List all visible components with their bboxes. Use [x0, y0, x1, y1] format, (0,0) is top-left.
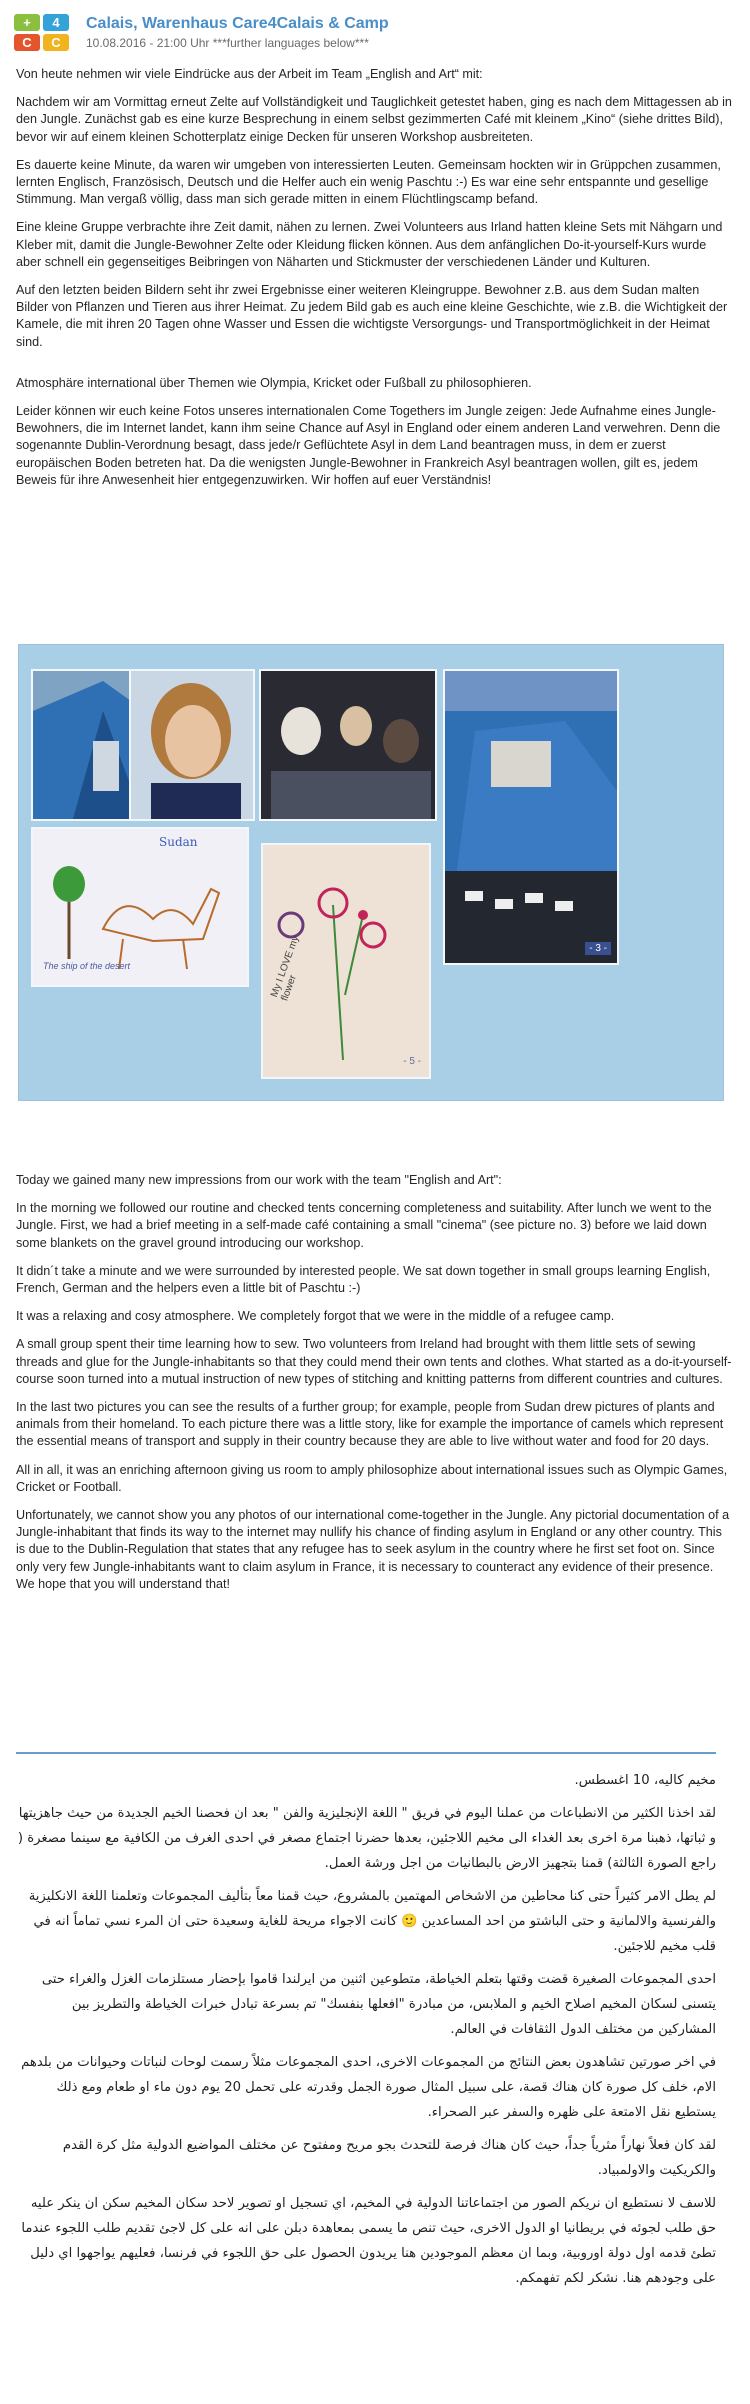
post-title[interactable]: Calais, Warenhaus Care4Calais & Camp — [86, 15, 389, 32]
post-header — [14, 14, 736, 54]
photo-portrait[interactable] — [129, 669, 255, 821]
german-section — [16, 66, 734, 500]
german-paragraph: Auf den letzten beiden Bildern seht ihr zwei Ergebnisse einer weiteren Kleingruppe. Bewohner z.B. aus dem Sudan malten Bilder von Pflanzen und Tieren aus ihrer Heimat. Zu jedem Bild gab es auch eine kleine Geschichte, wie z.B. die Wichtigkeit der Kamele, die mit ihren 20 Tagen ohne Wasser und Essen die wichtigste Versorgungs- und Transportmöglichkeit in der Heimat sind. — [16, 283, 728, 349]
photo-group[interactable] — [259, 669, 437, 821]
german-paragraph: Leider können wir euch keine Fotos unseres internationalen Come Togethers im Jungle zeigen: Jede Aufnahme eines Jungle-Bewohners, die im Internet landet, kann ihm seine Chance auf Asyl in England oder einem anderen Land verwehren. Denn die sogenannte Dublin-Verordnung besagt, dass jede/r Geflüchtete Asyl in dem Land beantragen muss, in dem er zuerst europäischen Boden betreten hat. Da die wenigsten Jungle-Bewohner in Frankreich Asyl beantragen wollen, gilt es, jedem Beweis für ihre Anwesenheit hier entgegenzuwirken. Wir hoffen auf euer Verständnis! — [16, 404, 721, 487]
photo-camel-drawing[interactable] — [31, 827, 249, 987]
german-paragraph: Atmosphäre international über Themen wie Olympia, Kricket oder Fußball zu philosophieren. — [16, 375, 532, 390]
photo-collage[interactable] — [18, 644, 724, 1101]
camel-caption: The ship of the desert — [43, 961, 131, 971]
german-intro: Von heute nehmen wir viele Eindrücke aus der Arbeit im Team „English and Art“ mit: — [16, 67, 483, 81]
german-paragraph: Es dauerte keine Minute, da waren wir umgeben von interessierten Leuten. Gemeinsam hockten wir in Grüppchen zusammen, lernten Englisch, Französisch, Deutsch und die Helfer auch ein wenig Paschtu :-) Es war eine sehr entspannte und gesellige Stimmung. Man vergaß völlig, dass man sich gerade mitten in einem Flüchtlingscamp befand. — [16, 157, 721, 207]
drawing-label-sudan: Sudan — [159, 835, 198, 849]
logo-cell-green — [14, 14, 40, 31]
arabic-paragraph: لقد اخذنا الكثير من الانطباعات من عملنا اليوم في فريق " اللغة الإنجليزية والفن " بعد ان فحصنا الخيم الجديدة من حيث جاهزيتها و ثباتها، ذهبنا مرة اخرى بعد الغداء الى مخيم اللاجئين، بعدها حضرنا اجتماع مصغر في احدى الغرف من الكافية مع سينما مصغرة ( راجع الصورة الثالثة) قمنا بتجهيز الارض بالبطانيات من اجل ورشة العمل. — [17, 1806, 716, 1871]
logo-cell-text: C — [22, 35, 32, 50]
arabic-paragraph: لم يطل الامر كثيراً حتى كنا محاطين من الاشخاص المهتمين بالمشروع، حيث قمنا معاً بتأليف المجموعات وتعلمنا اللغة الانكليزية والفرنسية والالمانية و حتى الباشتو من احد المساعدين 🙂 كانت الاجواء مريحة للغاية وسعيدة حتى ان المرء نسي تماماً انه في قلب مخيم للاجئين. — [28, 1889, 716, 1954]
photo-badge-5: - 5 - — [403, 1056, 421, 1067]
logo-cell-text: C — [51, 35, 61, 50]
german-paragraph: Nachdem wir am Vormittag erneut Zelte auf Vollständigkeit und Tauglichkeit getestet haben, ging es nach dem Mittagessen ab in den Jungle. Zunächst gab es eine kurze Besprechung in einem selbst gezimmerten Café mit kleinem „Kino“ (siehe drittes Bild), bevor wir auf einem kleinen Schotterplatz einige Decken für unseren Workshop ausbreiteten. — [16, 95, 732, 144]
arabic-paragraph: احدى المجموعات الصغيرة قضت وقتها بتعلم الخياطة، متطوعين اثنين من ايرلندا قاموا بإحضار مستلزمات الغزل والغراء حتى يتسنى لسكان المخيم اصلاح الخيم و الملابس، من مبادرة "افعلها بنفسك" تم بسرعة تبادل خبرات الخياطة والتطريز بين المشاركين من مختلف الدول الثقافات في العالم. — [41, 1972, 716, 2037]
arabic-paragraph: للاسف لا نستطيع ان نريكم الصور من اجتماعاتنا الدولية في المخيم، اي تسجيل او تصوير لاحد سكان المخيم سكن ان ينكر عليه حق طلب لجوئه في بريطانيا او الدول الاخرى، حيث تنص ما يسمى بمعاهدة دبلن على انه على كل لاجئ تقديم طلب اللجوء عندما تطئ قدمه اول دولة اوروبية، وبما ان معظم الموجودين هنا يريدون الحصول على حق اللجوء في فرنسا، فعليهم يواجهوا اي دليل على وجودهم هنا. نشكر لكم تفهمكم. — [21, 2196, 716, 2286]
english-section — [16, 1172, 734, 1604]
care4calais-logo — [14, 14, 72, 54]
photo-flower-drawing[interactable] — [261, 843, 431, 1079]
english-paragraph: Today we gained many new impressions from our work with the team "English and Art": — [16, 1173, 502, 1187]
portrait-image — [131, 671, 253, 819]
logo-cell-blue — [43, 14, 69, 31]
logo-cell-text: + — [23, 15, 31, 30]
section-divider — [16, 1752, 716, 1754]
german-paragraph: Eine kleine Gruppe verbrachte ihre Zeit damit, nähen zu lernen. Zwei Volunteers aus Irland hatten kleine Sets mit Nähgarn und Kleber mit, damit die Jungle-Bewohner Zelte oder Kleidung flicken können. Aus dem anfänglichen Do-it-yourself-Kurs wurde aber schnell ein gegenseitiges Beibringen von Näharten und Stickmuster der verschiedenen Länder und Kulturen. — [16, 220, 723, 269]
arabic-paragraph: لقد كان فعلاً نهاراً مثرياً جداً، حيث كان هناك فرصة للتحدث بجو مريح ومفتوح عن مختلف المواضيع الدولية مثل كرة القدم والكريكيت والاولمبياد. — [62, 2138, 716, 2178]
arabic-section — [16, 1768, 716, 2299]
group-image — [261, 671, 435, 819]
photo-badge-3: - 3 - — [585, 942, 611, 955]
logo-cell-text: 4 — [52, 15, 60, 30]
photo-cinema[interactable] — [443, 669, 619, 965]
arabic-paragraph: مخيم كاليه، 10 اغسطس. — [574, 1773, 716, 1788]
cinema-image — [445, 671, 617, 963]
arabic-paragraph: في اخر صورتين تشاهدون بعض النتائج من المجموعات الاخرى، احدى المجموعات مثلاً رسمت لوحات لنباتات وحيوانات من بلدهم الام، خلف كل صورة كان هناك قصة، على سبيل المثال صورة الجمل وقدرته على تحمل 20 يوم دون ماء او طعام ومع ذلك يستطيع نقل الامتعة على ظهره والسفر عبر الصحراء. — [21, 2055, 716, 2120]
logo-cell-red — [14, 34, 40, 51]
english-paragraph: Unfortunately, we cannot show you any photos of our international come-together in the Jungle. Any pictorial documentation of a Jungle-inhabitant that finds its way to the internet may nullify his chance of finding asylum in England or any other country. This is due to the Dublin-Regulation that states that any refugee has to seek asylum in the country where he first set foot on. Since only very few Jungle-inhabitants want to claim asylum in France, it is necessary to counteract any evidence of their presence. We hope that you will understand that! — [16, 1508, 730, 1591]
flower-caption: My I LOVE my flower — [269, 934, 302, 1003]
english-paragraph: It didn´t take a minute and we were surrounded by interested people. We sat down together in small groups learning English, French, German and the helpers even a little bit of Paschtu :-) — [16, 1263, 711, 1296]
english-paragraph: In the last two pictures you can see the results of a further group; for example, people from Sudan drew pictures of plants and animals from their homeland. To each picture there was a little story, like for example the importance of camels which represent the essential means of transport and supply in their country because they are able to live without water and food for 20 days. — [16, 1400, 724, 1449]
post-date: 10.08.2016 - 21:00 Uhr ***further languages below*** — [86, 36, 369, 50]
logo-cell-yellow — [43, 34, 69, 51]
english-paragraph: All in all, it was an enriching afternoon giving us room to amply philosophize about international issues such as Olympic Games, Cricket or Football. — [16, 1462, 728, 1494]
english-paragraph: In the morning we followed our routine and checked tents concerning completeness and suitability. After lunch we went to the Jungle. First, we had a brief meeting in a self-made café containing a small "cinema" (see picture no. 3) before we laid down some blankets on the gravel ground introducing our workshop. — [16, 1201, 712, 1250]
english-paragraph: A small group spent their time learning how to sew. Two volunteers from Ireland had brought with them little sets of sewing threads and glue for the Jungle-inhabitants so that they could mend their own tents and clothes. What started as a do-it-yourself-course soon turned into a mutual instruction of new types of stitching and knitting patterns from different countries and cultures. — [16, 1337, 732, 1386]
english-paragraph: It was a relaxing and cosy atmosphere. We completely forgot that we were in the middle of a refugee camp. — [16, 1309, 615, 1324]
